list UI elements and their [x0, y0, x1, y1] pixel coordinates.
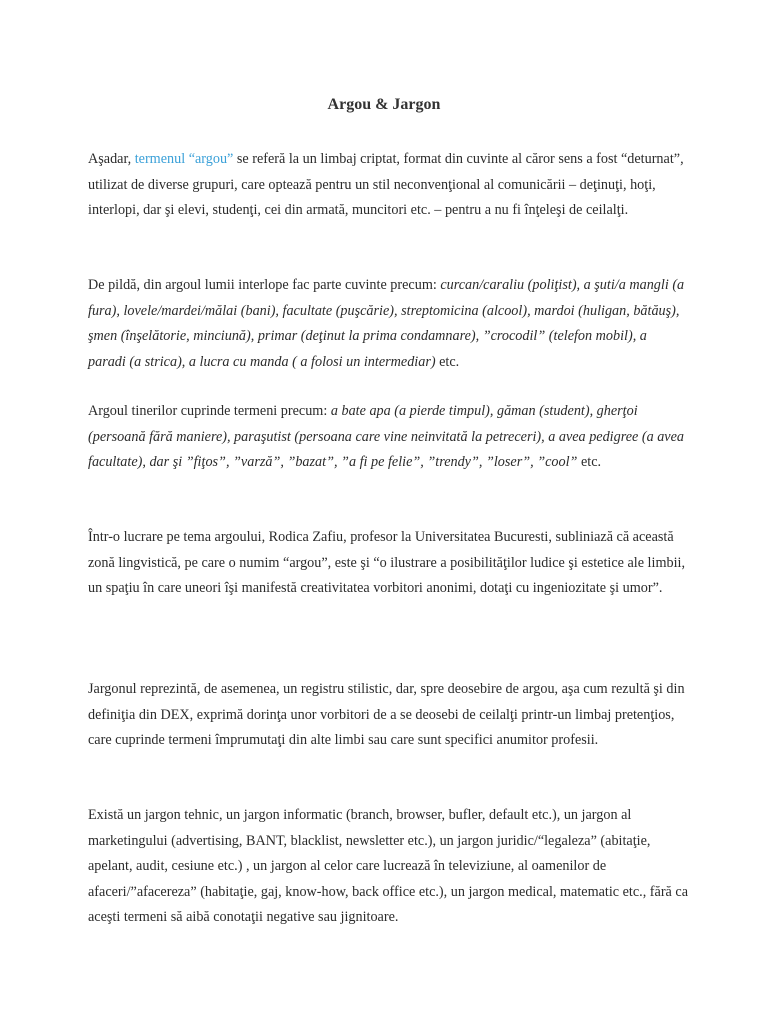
- paragraph-text: Argoul tinerilor cuprinde termeni precum:: [88, 403, 331, 419]
- paragraph-jargon-types: Există un jargon tehnic, un jargon informatic (branch, browser, bufler, default etc.), un jargon al marketingului (advertising, BANT, blacklist, newsletter etc.), un jargon juridic/“legaleza” (abitaţie, apelant, audit, cesiune etc.) , un jargon al celor care lucrează în televiziune, al oamenilor de afaceri/”afacereza” (habitaţie, gaj, know-how, back office etc.), un jargon medical, matematic etc., fără ca aceşti termeni să aibă conotaţii negative sau jignitoare.: [88, 807, 688, 926]
- argou-term-link[interactable]: termenul “argou”: [134, 151, 234, 167]
- paragraph-underworld-argou: [88, 273, 688, 375]
- paragraph-text: etc.: [435, 353, 460, 370]
- paragraph-examples: a bate apa (a pierde timpul), găman (student), gherţoi (persoană fără maniere), paraşutist (persoana care vine neinvitată la petreceri), a avea pedigree (a avea facultate), dar şi ”fiţos”, ”varză”, ”bazat”, ”a fi pe felie”, ”trendy”, ”loser”, ”cool”: [88, 403, 684, 471]
- paragraph-jargon-definition: Jargonul reprezintă, de asemenea, un registru stilistic, dar, spre deosebire de argou, aşa cum rezultă şi din definiţia din DEX, exprimă dorinţa unor vorbitori de a se deosebi de ceilalţi printr-un limbaj pretenţios, care cuprinde termeni împrumutaţi din alte limbi sau care sunt specifici anumitor profesii.: [88, 681, 685, 749]
- paragraph-zafiu-quote: Într-o lucrare pe tema argoului, Rodica Zafiu, profesor la Universitatea Bucuresti, subliniază că această zonă lingvistică, pe care o numim “argou”, este şi “o ilustrare a posibilităţilor ludice şi estetice ale limbii, un spaţiu în care uneori îşi manifestă creativitatea vorbitori anonimi, dotaţi cu ingeniozitate şi umor”.: [88, 529, 686, 597]
- paragraph-text: Aşadar,: [88, 151, 135, 167]
- paragraph-text: se referă la un limbaj criptat, format din cuvinte al căror sens a fost “deturnat”, utilizat de diverse grupuri, care optează pentru un stil neconvenţional al comunicării – deţinuţi, hoţi, interlopi, dar şi elevi, studenţi, cei din armată, muncitori etc. – pentru a nu fi înţeleşi de ceilalţi.: [88, 151, 684, 219]
- paragraph-youth-argou: [88, 399, 688, 476]
- paragraph-argou-definition: [88, 147, 688, 224]
- paragraph-text: etc.: [577, 454, 602, 471]
- paragraph-examples: curcan/caraliu (poliţist), a şuti/a mangli (a fura), lovele/mardei/mălai (bani), facultate (puşcărie), streptomicina (alcool), mardoi (huligan, bătăuş), şmen (înşelătorie, minciună), primar (deţinut la prima condamnare), ”crocodil” (telefon mobil), a paradi (a strica), a lucra cu manda ( a folosi un intermediar): [88, 277, 685, 370]
- document-title: Argou & Jargon: [327, 96, 441, 113]
- paragraph-text: De pildă, din argoul lumii interlope fac parte cuvinte precum:: [88, 277, 441, 293]
